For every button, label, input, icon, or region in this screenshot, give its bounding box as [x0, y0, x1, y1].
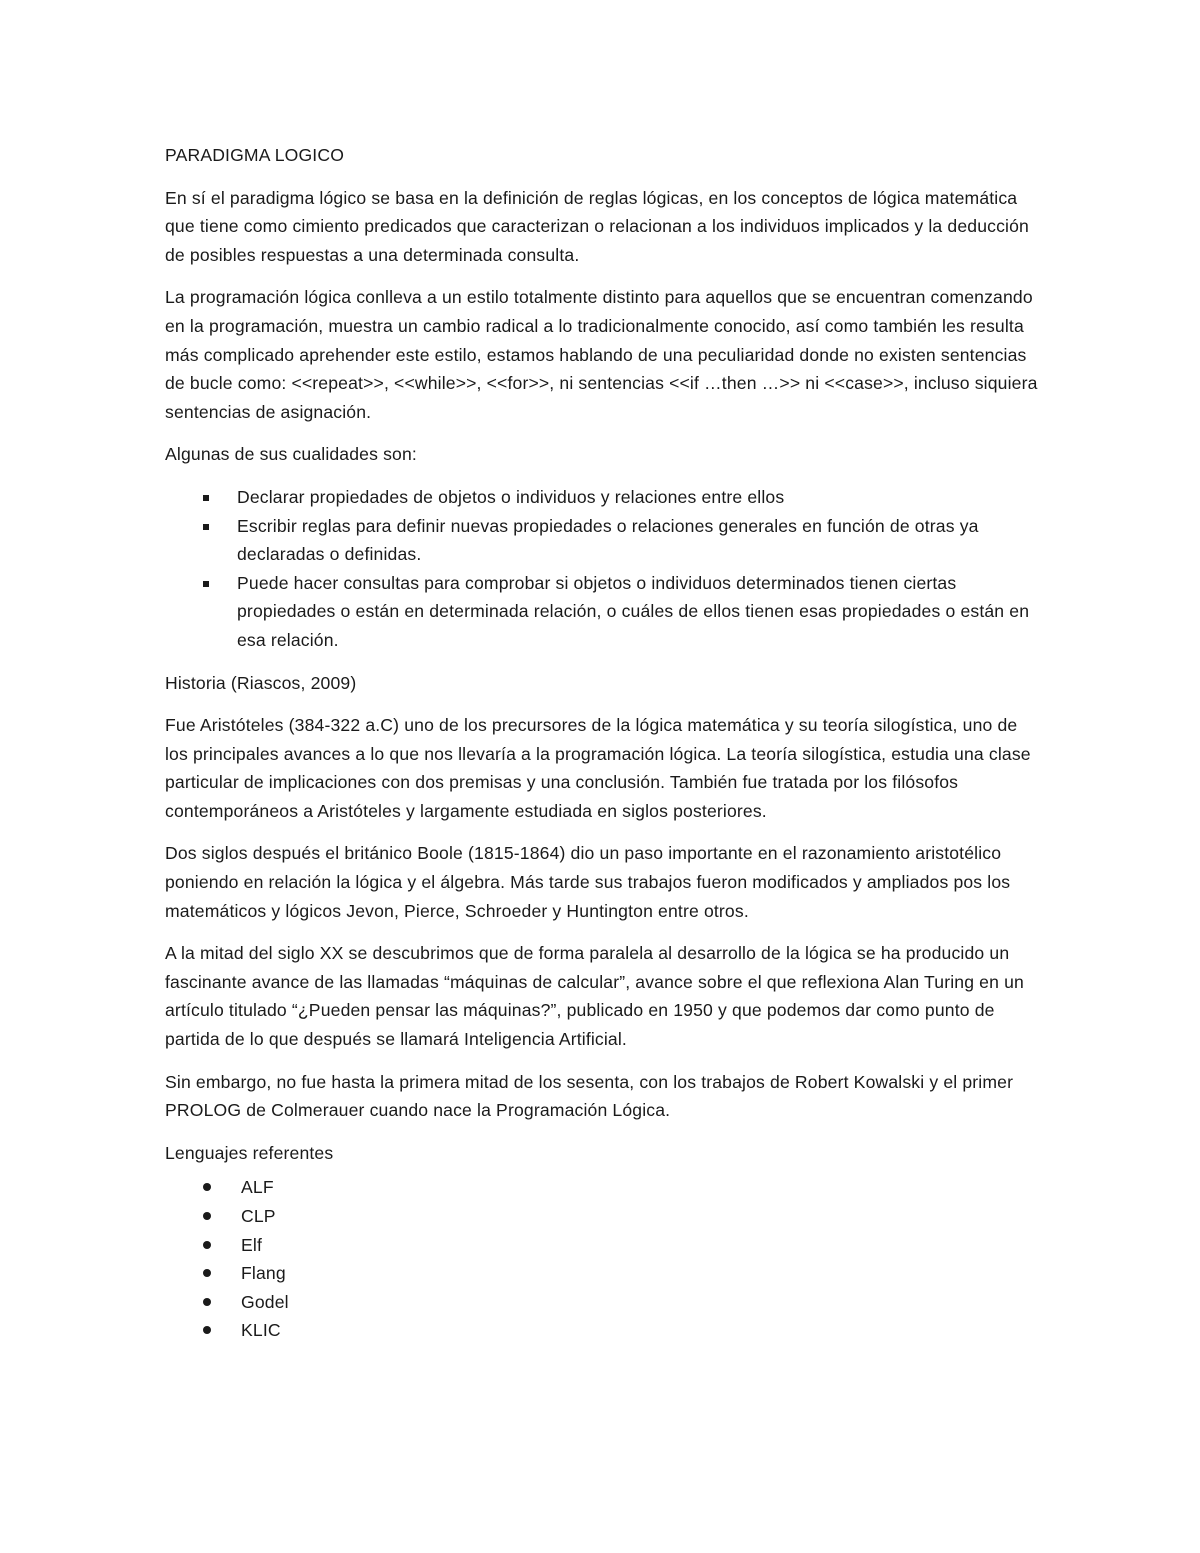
square-bullet-icon [203, 524, 209, 530]
document-body [165, 141, 1045, 1345]
history-paragraph-boole: Dos siglos después el británico Boole (1815-1864) dio un paso importante en el razonamiento aristotélico poniendo en relación la lógica y el álgebra. Más tarde sus trabajos fueron modificados y ampliados pos los matemáticos y lógicos Jevon, Pierce, Schroeder y Huntington entre otros. [165, 843, 1011, 921]
square-bullet-icon [203, 581, 209, 587]
round-bullet-icon [203, 1298, 211, 1306]
list-item [165, 1316, 1045, 1345]
language-name: KLIC [241, 1320, 281, 1341]
round-bullet-icon [203, 1183, 211, 1191]
intro-paragraph: En sí el paradigma lógico se basa en la definición de reglas lógicas, en los conceptos de lógica matemática que tiene como cimiento predicados que caracterizan o relacionan a los individuos implicados y la deducción de posibles respuestas a una determinada consulta. [165, 187, 1029, 265]
list-item [165, 569, 1045, 655]
history-paragraph-prolog: Sin embargo, no fue hasta la primera mitad de los sesenta, con los trabajos de Robert Kowalski y el primer PROLOG de Colmerauer cuando nace la Programación Lógica. [165, 1071, 1014, 1121]
list-item [165, 1259, 1045, 1288]
language-name: CLP [241, 1206, 276, 1226]
list-item [165, 1288, 1045, 1317]
document-title: PARADIGMA LOGICO [165, 145, 345, 165]
history-heading: Historia (Riascos, 2009) [165, 672, 357, 693]
languages-heading: Lenguajes referentes [165, 1142, 334, 1163]
language-name: Flang [241, 1263, 286, 1284]
logic-programming-paragraph: La programación lógica conlleva a un estilo totalmente distinto para aquellos que se encuentran comenzando en la programación, muestra un cambio radical a lo tradicionalmente conocido, así como también les resulta más complicado aprehender este estilo, estamos hablando de una peculiaridad donde no existen sentencias de bucle como: <<repeat>>, <<while>>, <<for>>, ni sentencias <<if …then …>> ni <<case>>, incluso siquiera sentencias de asignación. [165, 287, 1038, 422]
list-item [165, 483, 1045, 512]
list-item-text: Declarar propiedades de objetos o individuos y relaciones entre ellos [237, 486, 785, 507]
language-name: ALF [241, 1177, 274, 1198]
qualities-heading: Algunas de sus cualidades son: [165, 444, 417, 465]
list-item-text: Escribir reglas para definir nuevas propiedades o relaciones generales en función de otras ya declaradas o definidas. [237, 515, 979, 565]
language-name: Elf [241, 1234, 262, 1255]
qualities-list [165, 483, 1045, 655]
round-bullet-icon [203, 1212, 211, 1220]
history-paragraph-aristotle: Fue Aristóteles (384-322 a.C) uno de los precursores de la lógica matemática y su teoría silogística, uno de los principales avances a lo que nos llevaría a la programación lógica. La teoría silogística, estudia una clase particular de implicaciones con dos premisas y una conclusión. También fue tratada por los filósofos contemporáneos a Aristóteles y largamente estudiada en siglos posteriores. [165, 715, 1031, 821]
list-item [165, 1231, 1045, 1260]
square-bullet-icon [203, 495, 209, 501]
list-item [165, 512, 1045, 569]
languages-list [165, 1173, 1045, 1345]
list-item [165, 1173, 1045, 1202]
history-paragraph-turing: A la mitad del siglo XX se descubrimos que de forma paralela al desarrollo de la lógica se ha producido un fascinante avance de las llamadas “máquinas de calcular”, avance sobre el que reflexiona Alan Turing en un artículo titulado “¿Pueden pensar las máquinas?”, publicado en 1950 y que podemos dar como punto de partida de lo que después se llamará Inteligencia Artificial. [165, 943, 1024, 1050]
round-bullet-icon [203, 1241, 211, 1249]
round-bullet-icon [203, 1269, 211, 1277]
round-bullet-icon [203, 1326, 211, 1334]
list-item [165, 1202, 1045, 1231]
list-item-text: Puede hacer consultas para comprobar si objetos o individuos determinados tienen ciertas propiedades o están en determinada relación, o cuáles de ellos tienen esas propiedades o están en esa relación. [237, 572, 1030, 650]
language-name: Godel [241, 1291, 289, 1312]
